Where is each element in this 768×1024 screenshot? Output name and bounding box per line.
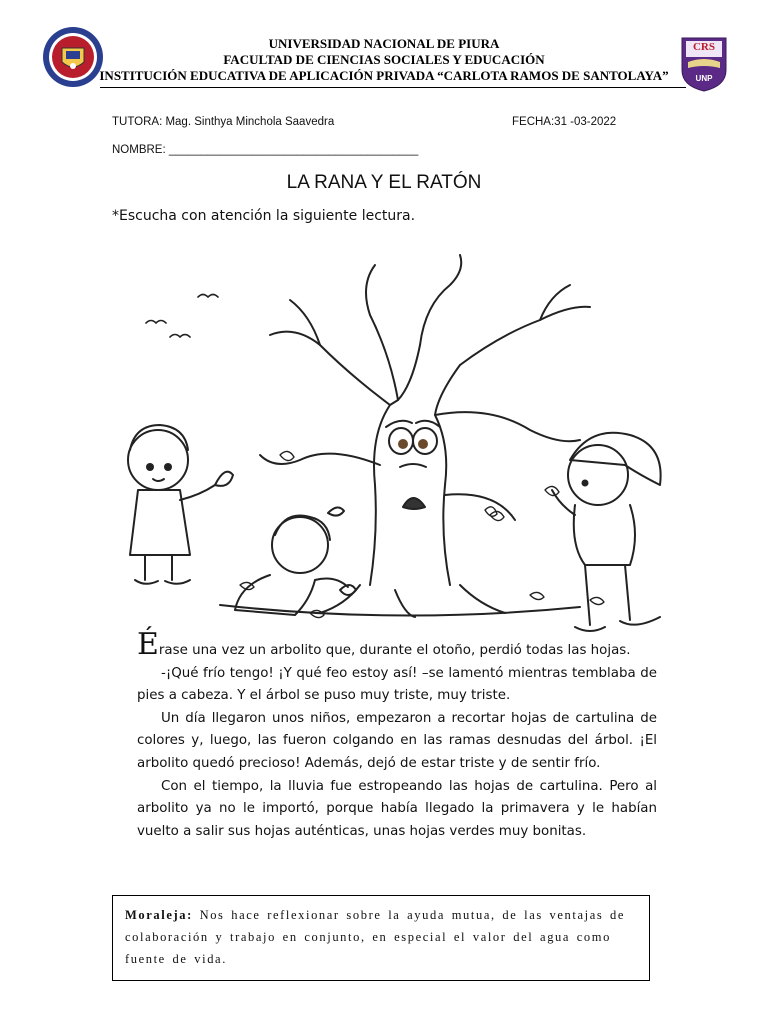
moraleja-box [112, 895, 650, 981]
header-university: UNIVERSIDAD NACIONAL DE PIURA [268, 36, 500, 51]
birds [146, 295, 218, 338]
crs-logo-top-text: CRS [692, 41, 715, 53]
tree-and-children-illustration [120, 245, 680, 635]
story-text [137, 627, 657, 843]
story-paragraph-4: Con el tiempo, la lluvia fue estropeando las hojas de cartulina. Pero al arbolito ya no le importó, porque había llegado la primavera y le habían vuelto a salir sus hojas auténticas, unas hojas verdes muy bonitas. [137, 778, 657, 839]
boy-right [552, 433, 661, 631]
crs-logo-bottom-text: UNP [695, 74, 713, 83]
tree [220, 255, 590, 617]
nombre-field[interactable]: NOMBRE: _______________________________________ [112, 144, 419, 156]
fecha-label: FECHA:31 -03-2022 [512, 116, 617, 128]
header-divider [100, 87, 686, 88]
story-paragraph-1-text: rase una vez un arbolito que, durante el otoño, perdió todas las hojas. [158, 643, 631, 658]
moraleja-text: Nos hace reflexionar sobre la ayuda mutua, de las ventajas de colaboración y trabajo en conjunto, en especial el valor del agua como fuente de vida. [125, 908, 626, 966]
header-faculty: FACULTAD DE CIENCIAS SOCIALES Y EDUCACIÓN [223, 52, 545, 67]
story-paragraph-1 [137, 627, 657, 663]
story-paragraph-2: -¡Qué frío tengo! ¡Y qué feo estoy así! –se lamentó mientras temblaba de pies a cabeza. Y el árbol se puso muy triste, muy triste. [137, 665, 657, 704]
story-paragraph-3: Un día llegaron unos niños, empezaron a recortar hojas de cartulina de colores y, luego, las fueron colgando en las ramas desnudas del árbol. ¡El arbolito quedó precioso! Además, dejó de estar triste y de sentir frío. [137, 710, 657, 771]
tree-face [386, 421, 440, 509]
instruction-text: *Escucha con atención la siguiente lectura. [112, 208, 416, 224]
falling-leaves [240, 451, 604, 617]
tutora-label: TUTORA: Mag. Sinthya Minchola Saavedra [112, 116, 335, 128]
girl-left [128, 425, 233, 584]
moraleja-label: Moraleja: [125, 908, 193, 922]
header-institution: INSTITUCIÓN EDUCATIVA DE APLICACIÓN PRIVADA “CARLOTA RAMOS DE SANTOLAYA” [99, 68, 669, 83]
girl-kneeling [235, 507, 356, 615]
page-title: LA RANA Y EL RATÓN [286, 172, 482, 193]
story-drop-cap: É [137, 627, 159, 662]
